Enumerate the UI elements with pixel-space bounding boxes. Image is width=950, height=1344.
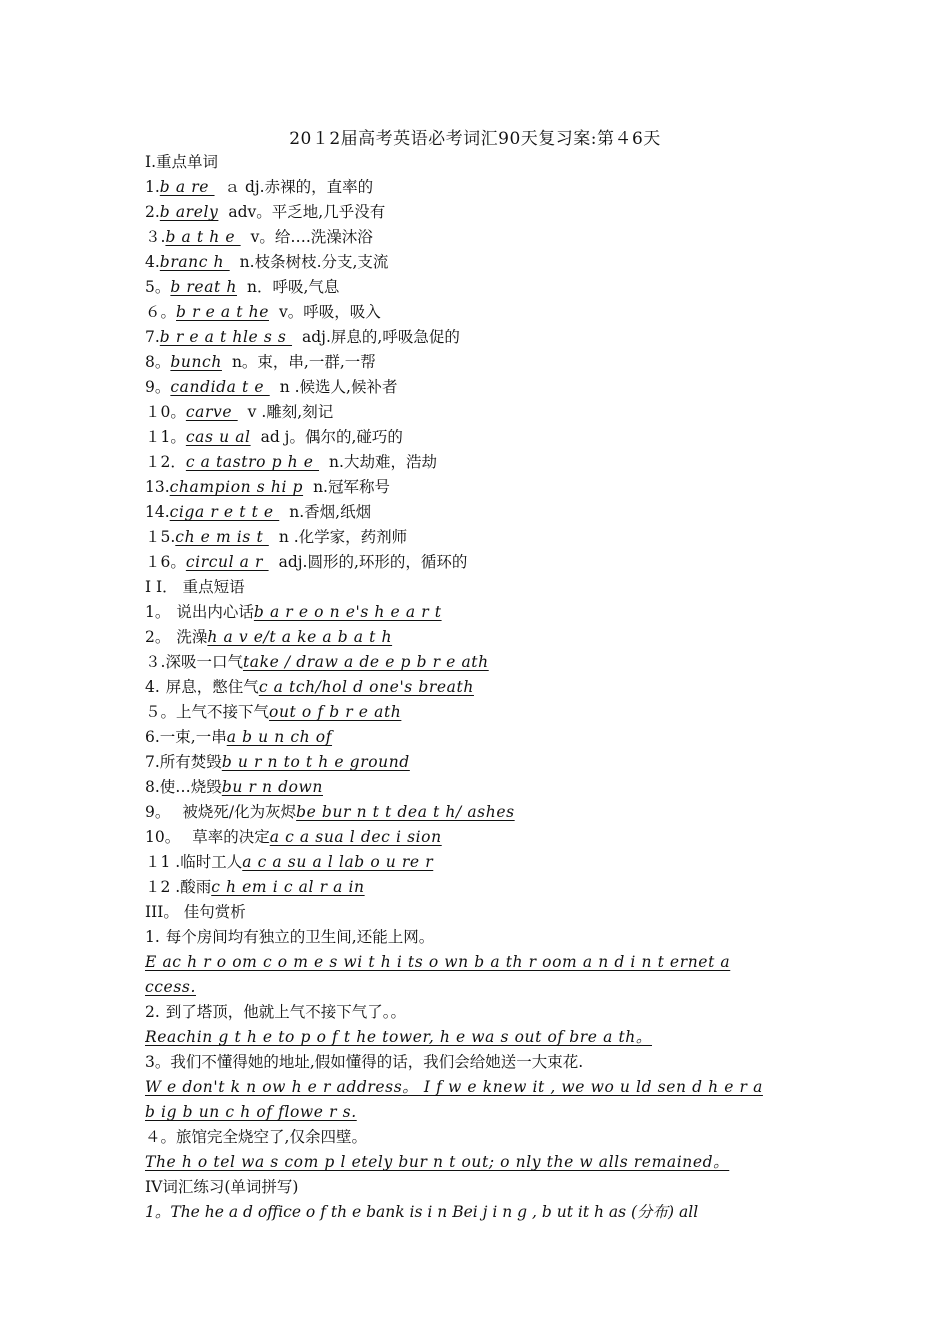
word-item: １6。circul a r adj.圆形的,环形的，循环的 [145, 553, 468, 571]
answer: be bur n t t dea t h/ ashes [296, 803, 515, 821]
answer: bunch [170, 353, 222, 371]
phrase-item: 6.一束,一串a b u n ch of [145, 727, 815, 747]
answer: c a tch/hol d one's breath [258, 678, 474, 696]
answer: carve [185, 403, 238, 421]
answer: ch e m is t [175, 528, 269, 546]
answer: a c a sua l dec i sion [269, 828, 442, 846]
word-item: １0。carve v .雕刻,刻记 [145, 403, 334, 421]
answer: c a tastro p h e [185, 453, 320, 471]
section-4-heading: IV词汇练习(单词拼写) [145, 1178, 299, 1196]
phrase-item: ５。上气不接下气out o f b r e ath [145, 702, 815, 722]
answer: champion s hi p [169, 478, 304, 496]
word-item: 5。b reat h n．呼吸,气息 [145, 278, 340, 296]
phrase-item: 10。 草率的决定a c a sua l dec i sion [145, 827, 815, 847]
word-item: 7.b r e a t hle s s adj.屏息的,呼吸急促的 [145, 328, 460, 346]
word-item: １1。cas u al ad j。偶尔的,碰巧的 [145, 428, 403, 446]
answer: candida t e [170, 378, 270, 396]
sentence-prompt: 2. 到了塔顶，他就上气不接下气了。。 [145, 1003, 407, 1021]
word-item: 9。candida t e n .候选人,候补者 [145, 378, 398, 396]
phrase-item: 7.所有焚毁b u r n to t h e ground [145, 752, 815, 772]
word-item: 4.branc h n.枝条树枝.分支,支流 [145, 253, 389, 271]
section-2-heading: I I． 重点短语 [145, 578, 245, 596]
answer: b r e a t he [176, 303, 269, 321]
phrase-item: 4. 屏息，憋住气c a tch/hol d one's breath [145, 677, 815, 697]
word-item: 14.ciga r e t t e n.香烟,纸烟 [145, 503, 372, 521]
sentence-answer: ccess. [145, 978, 196, 996]
sentence-answer: E ac h r o om c o m e s wi t h i ts o wn b a th r oom a n d i n t ernet a [145, 953, 731, 971]
answer: b u r n to t h e ground [221, 753, 410, 771]
sentence-answer: b ig b un c h of flowe r s. [145, 1103, 357, 1121]
phrase-item: ３.深吸一口气take / draw a de e p b r e ath [145, 652, 815, 672]
sentence-answer: Reachin g t h e to p o f t he tower, h e wa s out of bre a th。 [145, 1028, 652, 1046]
answer: h a v e/t a ke a b a t h [207, 628, 393, 646]
exercise-item: 1。The he a d office o f th e bank is i n Bei j i n g , b ut it h as (分布) all [145, 1203, 699, 1221]
section-3-heading: III。 佳句赏析 [145, 903, 246, 921]
answer: c h em i c al r a in [211, 878, 365, 896]
word-item: 13.champion s hi p n.冠军称号 [145, 478, 390, 496]
word-item: 8。bunch n。束，串,一群,一帮 [145, 353, 376, 371]
phrase-item: 2。 洗澡h a v e/t a ke a b a t h [145, 627, 815, 647]
answer: a b u n ch of [226, 728, 333, 746]
sentence-answer: W e don't k n ow h e r address。 I f w e knew it , we wo u ld sen d h e r a [145, 1078, 763, 1096]
section-1-heading: I.重点单词 [145, 153, 219, 171]
answer: b arely [159, 203, 219, 221]
word-item: １5.ch e m is t n .化学家，药剂师 [145, 528, 408, 546]
sentence-prompt: ４。旅馆完全烧空了,仅余四壁。 [145, 1128, 367, 1146]
word-item: 2.b arely adv。平乏地,几乎没有 [145, 203, 386, 221]
answer: branc h [159, 253, 230, 271]
word-item: ６。b r e a t he v。呼吸，吸入 [145, 303, 381, 321]
answer: b a r e o n e's h e a r t [253, 603, 442, 621]
answer: a c a su a l lab o u re r [242, 853, 434, 871]
answer: b a re [159, 178, 215, 196]
phrase-item: 1。 说出内心话b a r e o n e's h e a r t [145, 602, 815, 622]
word-item: 1.b a re ａ dj.赤裸的，直率的 [145, 178, 374, 196]
answer: take / draw a de e p b r e ath [242, 653, 489, 671]
word-item: １2．c a tastro p h e n.大劫难，浩劫 [145, 453, 437, 471]
answer: out o f b r e ath [269, 703, 402, 721]
phrase-item: １2 .酸雨c h em i c al r a in [145, 877, 815, 897]
sentence-prompt: 1. 每个房间均有独立的卫生间,还能上网。 [145, 928, 435, 946]
sentence-prompt: 3。我们不懂得她的地址,假如懂得的话，我们会给她送一大束花. [145, 1053, 584, 1071]
answer: bu r n down [221, 778, 323, 796]
phrase-item: １1 .临时工人a c a su a l lab o u re r [145, 852, 815, 872]
answer: circul a r [185, 553, 269, 571]
sentence-answer: The h o tel wa s com p l etely bur n t out; o nly the w alls remained。 [145, 1153, 730, 1171]
answer: cas u al [185, 428, 251, 446]
answer: b a t h e [165, 228, 241, 246]
word-item: ３.b a t h e v。给….洗澡沐浴 [145, 228, 373, 246]
answer: b reat h [170, 278, 237, 296]
answer: b r e a t hle s s [159, 328, 293, 346]
phrase-item: 9。 被烧死/化为灰烬be bur n t t dea t h/ ashes [145, 802, 815, 822]
phrase-item: 8.使…烧毁bu r n down [145, 777, 815, 797]
document-title: 20１2届高考英语必考词汇90天复习案:第４6天 [289, 129, 661, 149]
answer: ciga r e t t e [169, 503, 280, 521]
